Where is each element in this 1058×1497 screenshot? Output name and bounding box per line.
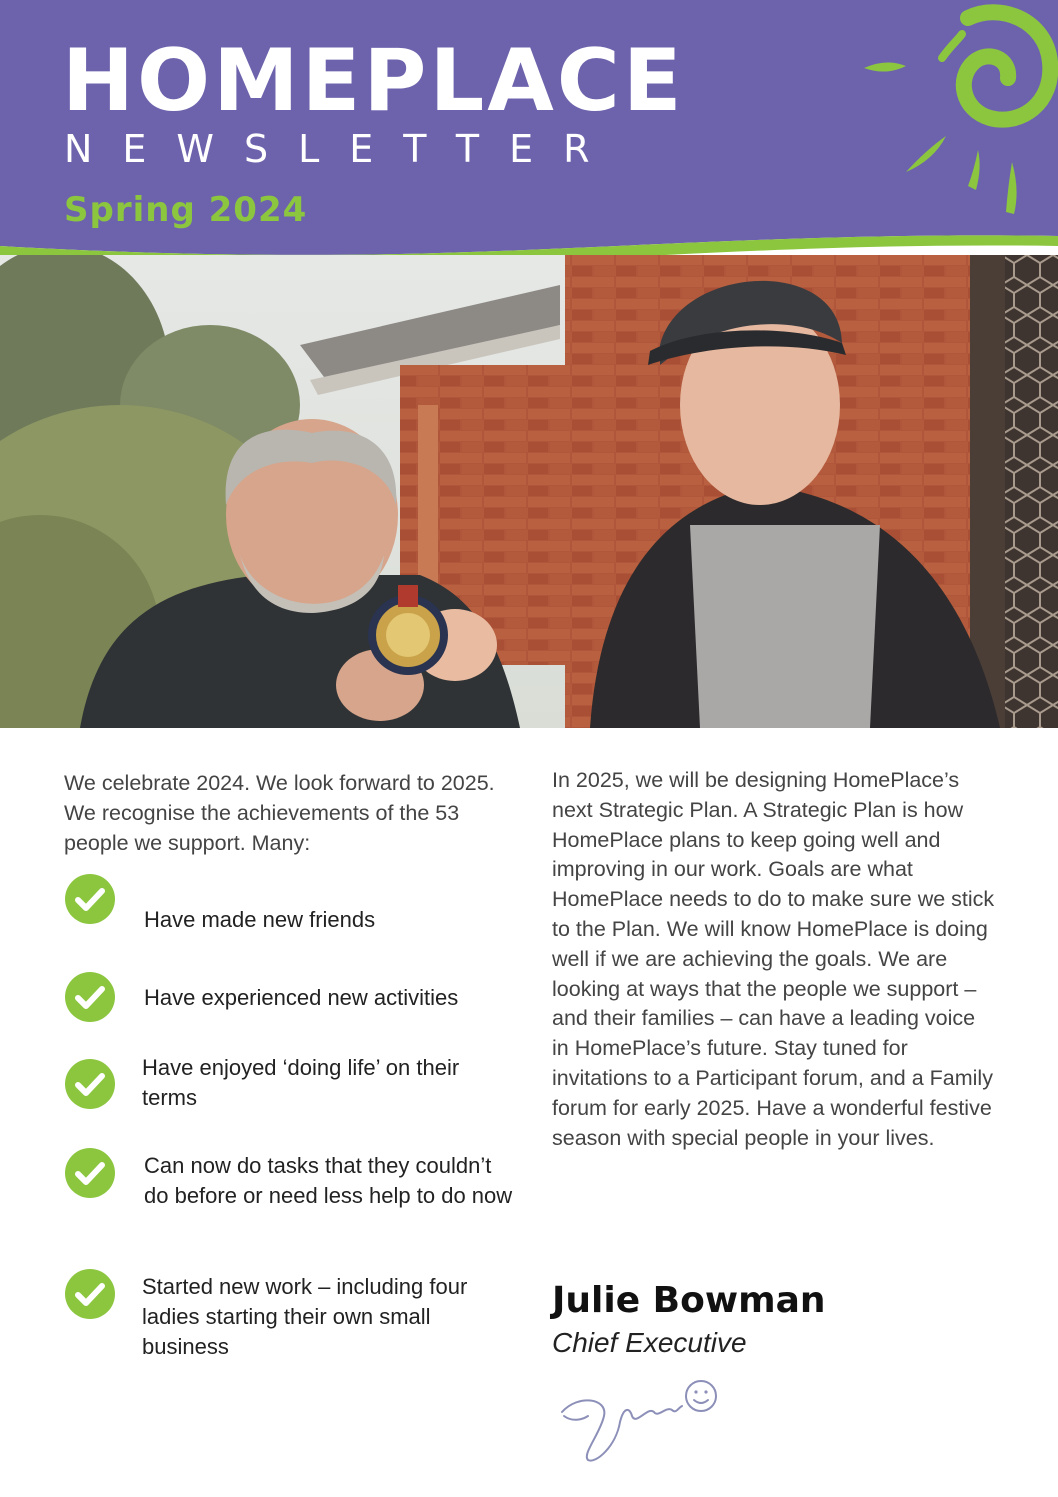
list-item-text: Have experienced new activities — [144, 985, 459, 1010]
issue-label: Spring 2024 — [64, 190, 308, 230]
signoff-role: Chief Executive — [552, 1327, 747, 1358]
sun-logo-icon — [850, 0, 1058, 230]
signoff-name: Julie Bowman — [552, 1280, 826, 1321]
check-circle-icon — [64, 1058, 116, 1110]
check-circle-icon — [64, 1147, 116, 1199]
message-column — [552, 766, 997, 1153]
hero-photo — [0, 255, 1058, 728]
newsletter-header — [0, 0, 1058, 280]
newsletter-title: HOMEPLACE — [62, 31, 685, 131]
message-paragraph: In 2025, we will be designing HomePlace’s next Strategic Plan. A Strategic Plan is how HomePlace plans to keep going well and improving in our work. Goals are what HomePlace needs to do to make sure we stick to the Plan. We will know HomePlace is doing well if we are achieving the goals. We are looking at ways that the people we support – and their families – can have a leading voice in HomePlace’s future. Stay tuned for invitations to a Participant forum, and a Family forum for early 2025. Have a wonderful festive season with special people in your lives. — [552, 768, 995, 1150]
list-item-text: Started new work – including four ladies starting their own small business — [142, 1274, 468, 1359]
check-circle-icon — [64, 1268, 116, 1320]
handwritten-signature — [558, 1372, 728, 1467]
check-circle-icon — [64, 971, 116, 1023]
check-circle-icon — [64, 873, 116, 925]
list-item-text: Have enjoyed ‘doing life’ on their terms — [142, 1055, 460, 1110]
newsletter-subtitle: NEWSLETTER — [64, 127, 620, 171]
intro-paragraph: We celebrate 2024. We look forward to 2025. We recognise the achievements of the 53 people we support. Many: — [64, 771, 495, 855]
list-item-text: Can now do tasks that they couldn’t do before or need less help to do now — [144, 1153, 513, 1208]
list-item-text: Have made new friends — [144, 907, 376, 932]
achievements-column — [64, 768, 514, 858]
